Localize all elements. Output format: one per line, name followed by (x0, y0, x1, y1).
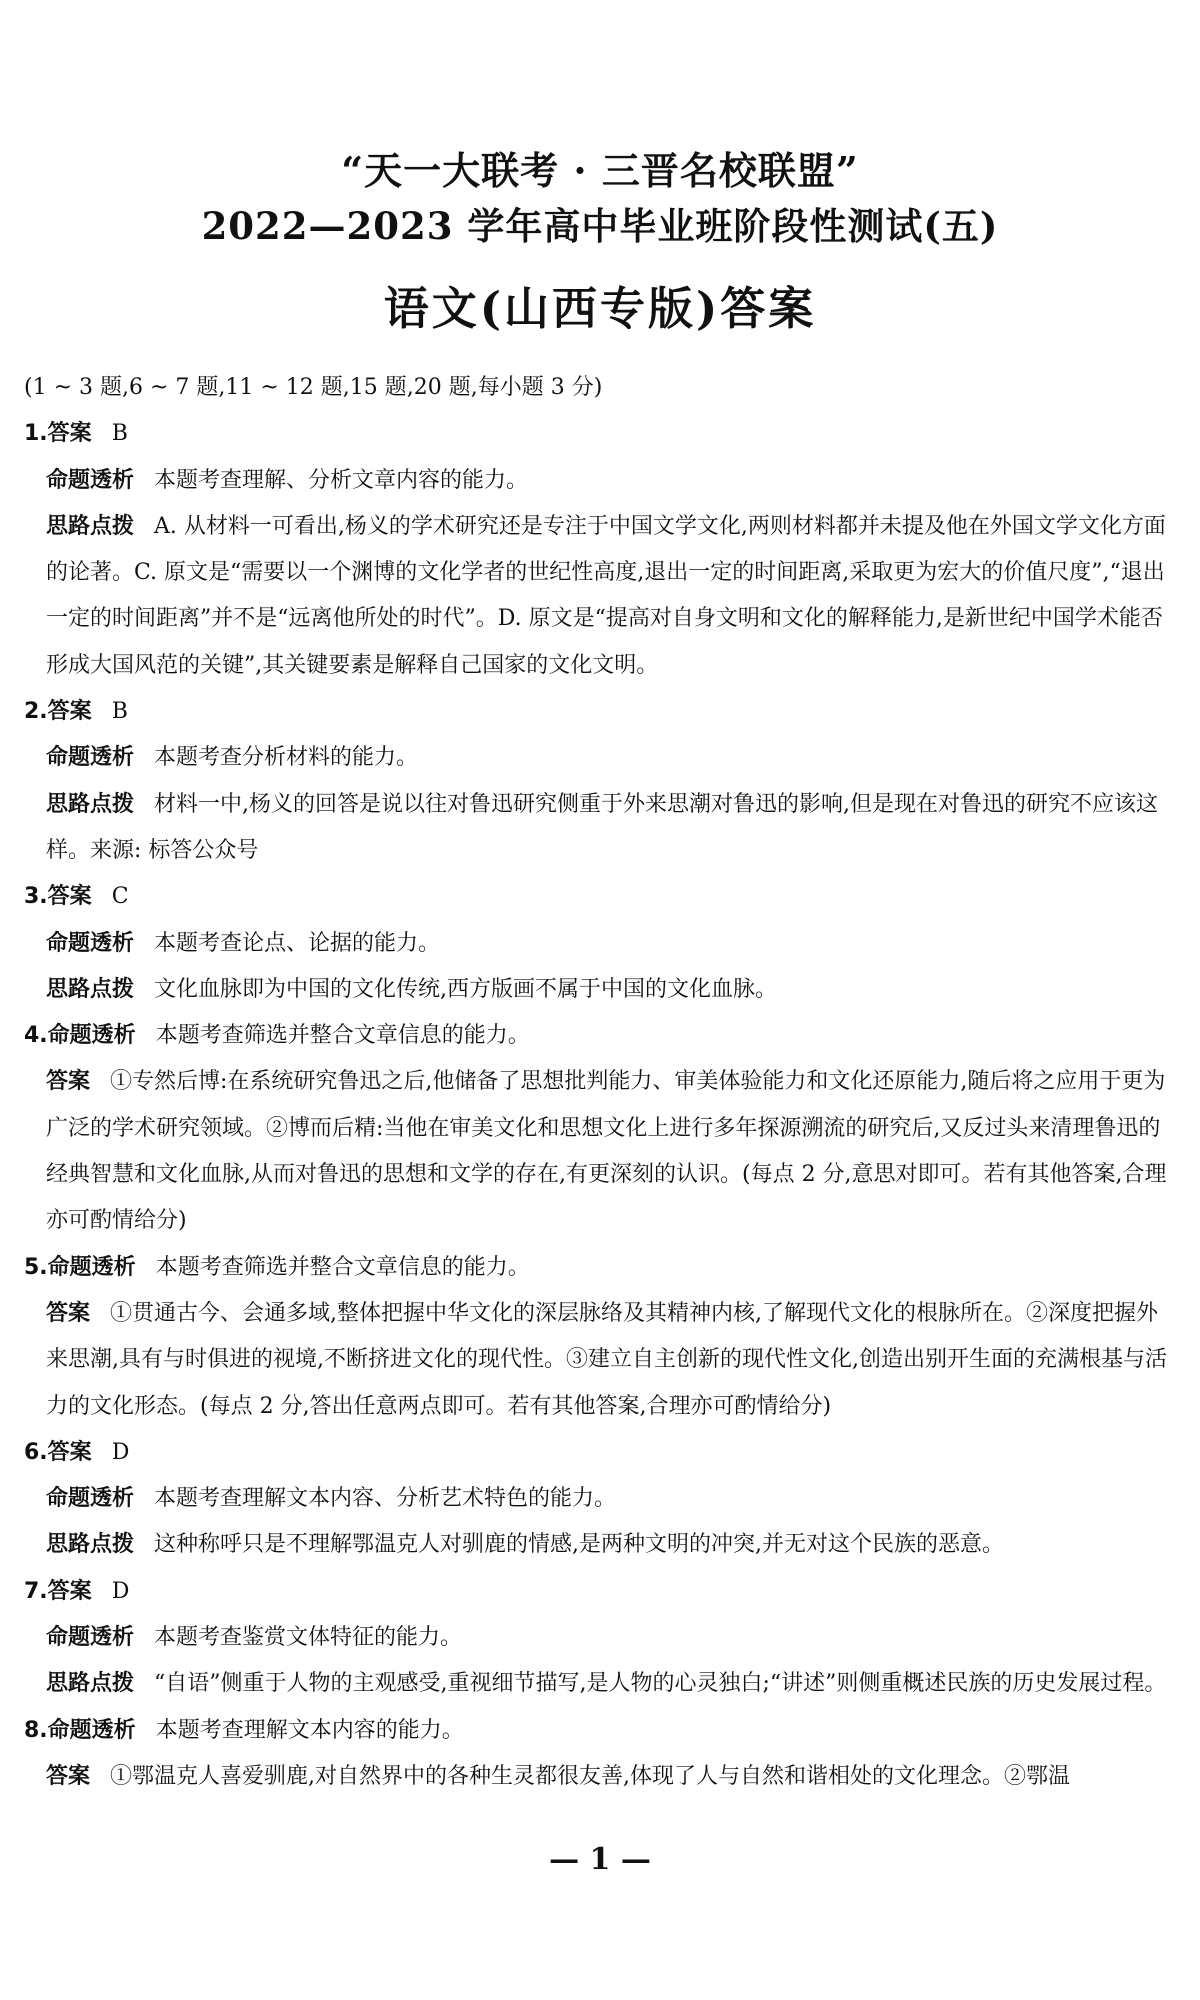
q2-hint: 材料一中,杨义的回答是说以往对鲁迅研究侧重于外来思潮对鲁迅的影响,但是现在对鲁迅的研究不应该这样。来源: 标答公众号 (46, 791, 1159, 863)
q4-number: 4. (24, 1023, 48, 1049)
analysis-label: 命题透析 (46, 1625, 135, 1651)
q3-number: 3. (24, 884, 48, 910)
analysis-label: 命题透析 (46, 930, 135, 956)
q5-analysis: 本题考查筛选并整合文章信息的能力。 (155, 1254, 530, 1280)
q6-number: 6. (24, 1439, 48, 1465)
q1-answer-line (24, 411, 1176, 457)
q2-analysis-line (24, 735, 1176, 781)
hint-label: 思路点拨 (46, 791, 135, 817)
q1-hint: A. 从材料一可看出,杨义的学术研究还是专注于中国文学文化,两则材料都并未提及他在外国文学文化方面的论著。C. 原文是“需要以一个渊博的文化学者的世纪性高度,退出一定的时间距离,采取更为宏大的价值尺度”,“退出一定的时间距离”并不是“远离他所处的时代”。D. 原文是“提高对自身文明和文化的解释能力,是新世纪中国学术能否形成大国风范的关键”,其关键要素是解释自己国家的文化文明。 (46, 513, 1166, 678)
analysis-label: 命题透析 (46, 1486, 135, 1512)
answer-label: 答案 (46, 1300, 91, 1326)
q7-answer: D (111, 1578, 130, 1604)
q3-answer: C (111, 884, 129, 910)
q2-hint-line (24, 782, 1176, 875)
q4-analysis-line (24, 1013, 1176, 1059)
q1-number: 1. (24, 421, 48, 447)
q2-answer-line (24, 689, 1176, 735)
hint-label: 思路点拨 (46, 1532, 135, 1558)
q1-analysis-line (24, 458, 1176, 504)
answer-content (24, 365, 1176, 1800)
q5-answer-line (24, 1291, 1176, 1430)
page-number: — 1 — (549, 1842, 651, 1877)
q4-answer-line (24, 1059, 1176, 1244)
q5-analysis-line (24, 1245, 1176, 1291)
q6-analysis: 本题考查理解文本内容、分析艺术特色的能力。 (154, 1486, 617, 1512)
hint-label: 思路点拨 (46, 1671, 135, 1697)
subject-answer-title: 语文(山西专版)答案 (383, 282, 817, 335)
q3-answer-line (24, 874, 1176, 920)
answer-label: 答案 (47, 1578, 92, 1604)
q1-hint-line (24, 504, 1176, 689)
q6-hint-line (24, 1522, 1176, 1568)
q3-hint-line (24, 967, 1176, 1013)
answer-label: 答案 (47, 1439, 92, 1465)
q3-analysis-line (24, 921, 1176, 967)
answer-label: 答案 (46, 1763, 91, 1789)
analysis-label: 命题透析 (47, 1254, 136, 1280)
q8-answer: ①鄂温克人喜爱驯鹿,对自然界中的各种生灵都很友善,体现了人与自然和谐相处的文化理念。②鄂温 (110, 1763, 1071, 1789)
q8-analysis-line (24, 1708, 1176, 1754)
analysis-label: 命题透析 (47, 1023, 136, 1049)
q4-analysis: 本题考查筛选并整合文章信息的能力。 (155, 1023, 530, 1049)
q8-number: 8. (24, 1717, 48, 1743)
q5-number: 5. (24, 1254, 48, 1280)
q4-answer: ①专然后博:在系统研究鲁迅之后,他储备了思想批判能力、审美体验能力和文化还原能力,随后将之应用于更为广泛的学术研究领域。②博而后精:当他在审美文化和思想文化上进行多年探源溯流的研究后,又反过头来清理鲁迅的经典智慧和文化血脉,从而对鲁迅的思想和文学的存在,有更深刻的认识。(每点 2 分,意思对即可。若有其他答案,合理亦可酌情给分) (46, 1069, 1167, 1234)
q2-answer: B (111, 699, 128, 725)
scoring-note: (1 ~ 3 题,6 ~ 7 题,11 ~ 12 题,15 题,20 题,每小题 3 分) (24, 375, 603, 400)
answer-label: 答案 (47, 884, 92, 910)
q6-analysis-line (24, 1476, 1176, 1522)
hint-label: 思路点拨 (46, 976, 135, 1002)
answer-label: 答案 (47, 421, 92, 447)
analysis-label: 命题透析 (46, 745, 135, 771)
q7-analysis: 本题考查鉴赏文体特征的能力。 (154, 1625, 463, 1651)
q1-analysis: 本题考查理解、分析文章内容的能力。 (154, 467, 529, 493)
q7-answer-line (24, 1569, 1176, 1615)
q7-number: 7. (24, 1578, 48, 1604)
q1-answer: B (111, 421, 128, 447)
q3-analysis: 本题考查论点、论据的能力。 (154, 930, 441, 956)
q7-analysis-line (24, 1615, 1176, 1661)
q7-hint: “自语”侧重于人物的主观感受,重视细节描写,是人物的心灵独白;“讲述”则侧重概述民族的历史发展过程。 (154, 1671, 1167, 1697)
q6-answer-line (24, 1430, 1176, 1476)
answer-label: 答案 (47, 699, 92, 725)
q8-analysis: 本题考查理解文本内容的能力。 (155, 1717, 464, 1743)
exam-session-title: 2022—2023 学年高中毕业班阶段性测试(五) (201, 204, 999, 248)
q6-hint: 这种称呼只是不理解鄂温克人对驯鹿的情感,是两种文明的冲突,并无对这个民族的恶意。 (154, 1532, 1005, 1558)
q2-number: 2. (24, 699, 48, 725)
answer-label: 答案 (46, 1069, 91, 1095)
q8-answer-line (24, 1754, 1176, 1800)
exam-alliance-title: “天一大联考 · 三晋名校联盟” (341, 148, 859, 193)
q7-hint-line (24, 1661, 1176, 1707)
analysis-label: 命题透析 (47, 1717, 136, 1743)
q2-analysis: 本题考查分析材料的能力。 (154, 745, 419, 771)
q5-answer: ①贯通古今、会通多域,整体把握中华文化的深层脉络及其精神内核,了解现代文化的根脉所在。②深度把握外来思潮,具有与时俱进的视境,不断挤进文化的现代性。③建立自主创新的现代性文化,创造出别开生面的充满根基与活力的文化形态。(每点 2 分,答出任意两点即可。若有其他答案,合理亦可酌情给分) (46, 1300, 1167, 1419)
hint-label: 思路点拨 (46, 513, 135, 539)
q6-answer: D (111, 1439, 130, 1465)
q3-hint: 文化血脉即为中国的文化传统,西方版画不属于中国的文化血脉。 (154, 976, 778, 1002)
analysis-label: 命题透析 (46, 467, 135, 493)
